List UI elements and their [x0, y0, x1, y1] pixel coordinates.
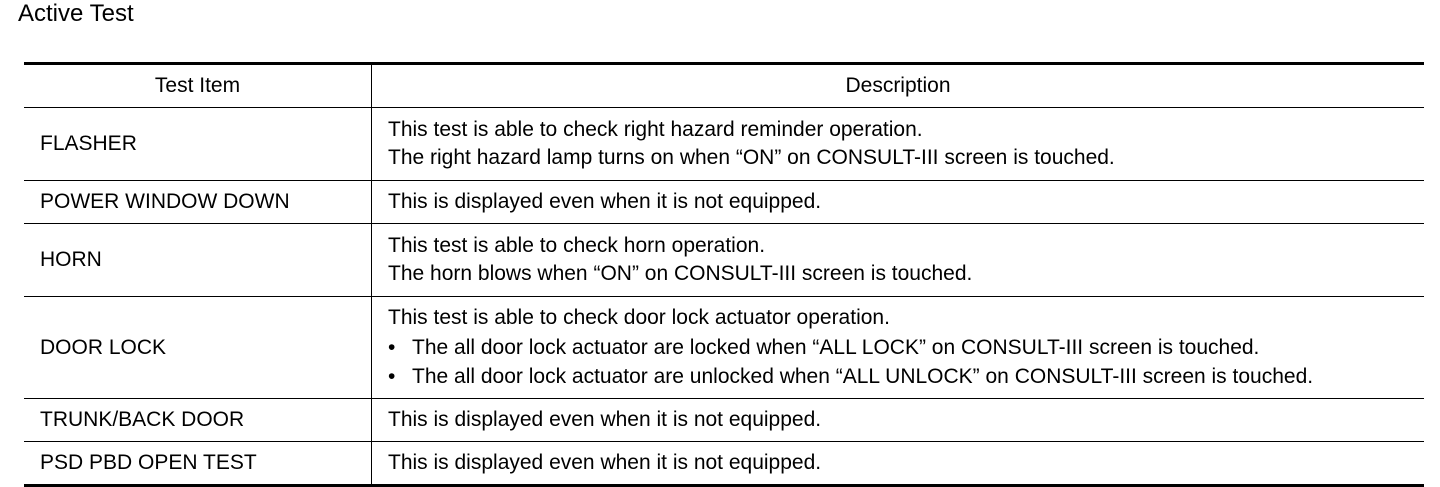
description-cell	[372, 108, 1425, 181]
description-cell	[372, 442, 1425, 486]
description-line: This is displayed even when it is not equipped.	[388, 450, 822, 474]
bullet-icon: •	[388, 364, 396, 388]
bullet-text: The all door lock actuator are locked when “ALL LOCK” on CONSULT-III screen is touched.	[412, 335, 1260, 359]
bullet-item	[388, 333, 1424, 362]
table-row	[24, 399, 1424, 442]
table-header-row	[24, 64, 1424, 108]
header-test-item: Test Item	[24, 64, 372, 108]
description-cell	[372, 224, 1425, 297]
description-line: This test is able to check horn operation.	[388, 233, 766, 257]
description-line: This test is able to check door lock actuator operation.	[388, 306, 890, 330]
header-description: Description	[372, 64, 1425, 108]
test-item-cell: TRUNK/BACK DOOR	[24, 399, 372, 442]
description-line: This is displayed even when it is not equipped.	[388, 407, 822, 431]
bullet-item	[388, 362, 1424, 391]
description-cell	[372, 297, 1425, 399]
table-row	[24, 224, 1424, 297]
description-line: This test is able to check right hazard reminder operation.	[388, 117, 923, 141]
description-line: The right hazard lamp turns on when “ON” on CONSULT-III screen is touched.	[388, 146, 1115, 169]
description-line: This is displayed even when it is not equipped.	[388, 189, 822, 213]
description-line: The horn blows when “ON” on CONSULT-III screen is touched.	[388, 262, 973, 285]
table-row	[24, 108, 1424, 181]
test-item-cell: FLASHER	[24, 108, 372, 181]
description-cell	[372, 399, 1425, 442]
test-item-cell: PSD PBD OPEN TEST	[24, 442, 372, 486]
description-cell	[372, 181, 1425, 224]
test-item-cell: POWER WINDOW DOWN	[24, 181, 372, 224]
bullet-text: The all door lock actuator are unlocked when “ALL UNLOCK” on CONSULT-III screen is touched.	[412, 364, 1314, 388]
bullet-icon: •	[388, 335, 396, 359]
test-item-cell: HORN	[24, 224, 372, 297]
test-item-cell: DOOR LOCK	[24, 297, 372, 399]
table-row	[24, 181, 1424, 224]
page-title: Active Test	[18, 0, 134, 27]
table-row	[24, 442, 1424, 486]
table-row	[24, 297, 1424, 399]
active-test-table	[24, 62, 1424, 487]
